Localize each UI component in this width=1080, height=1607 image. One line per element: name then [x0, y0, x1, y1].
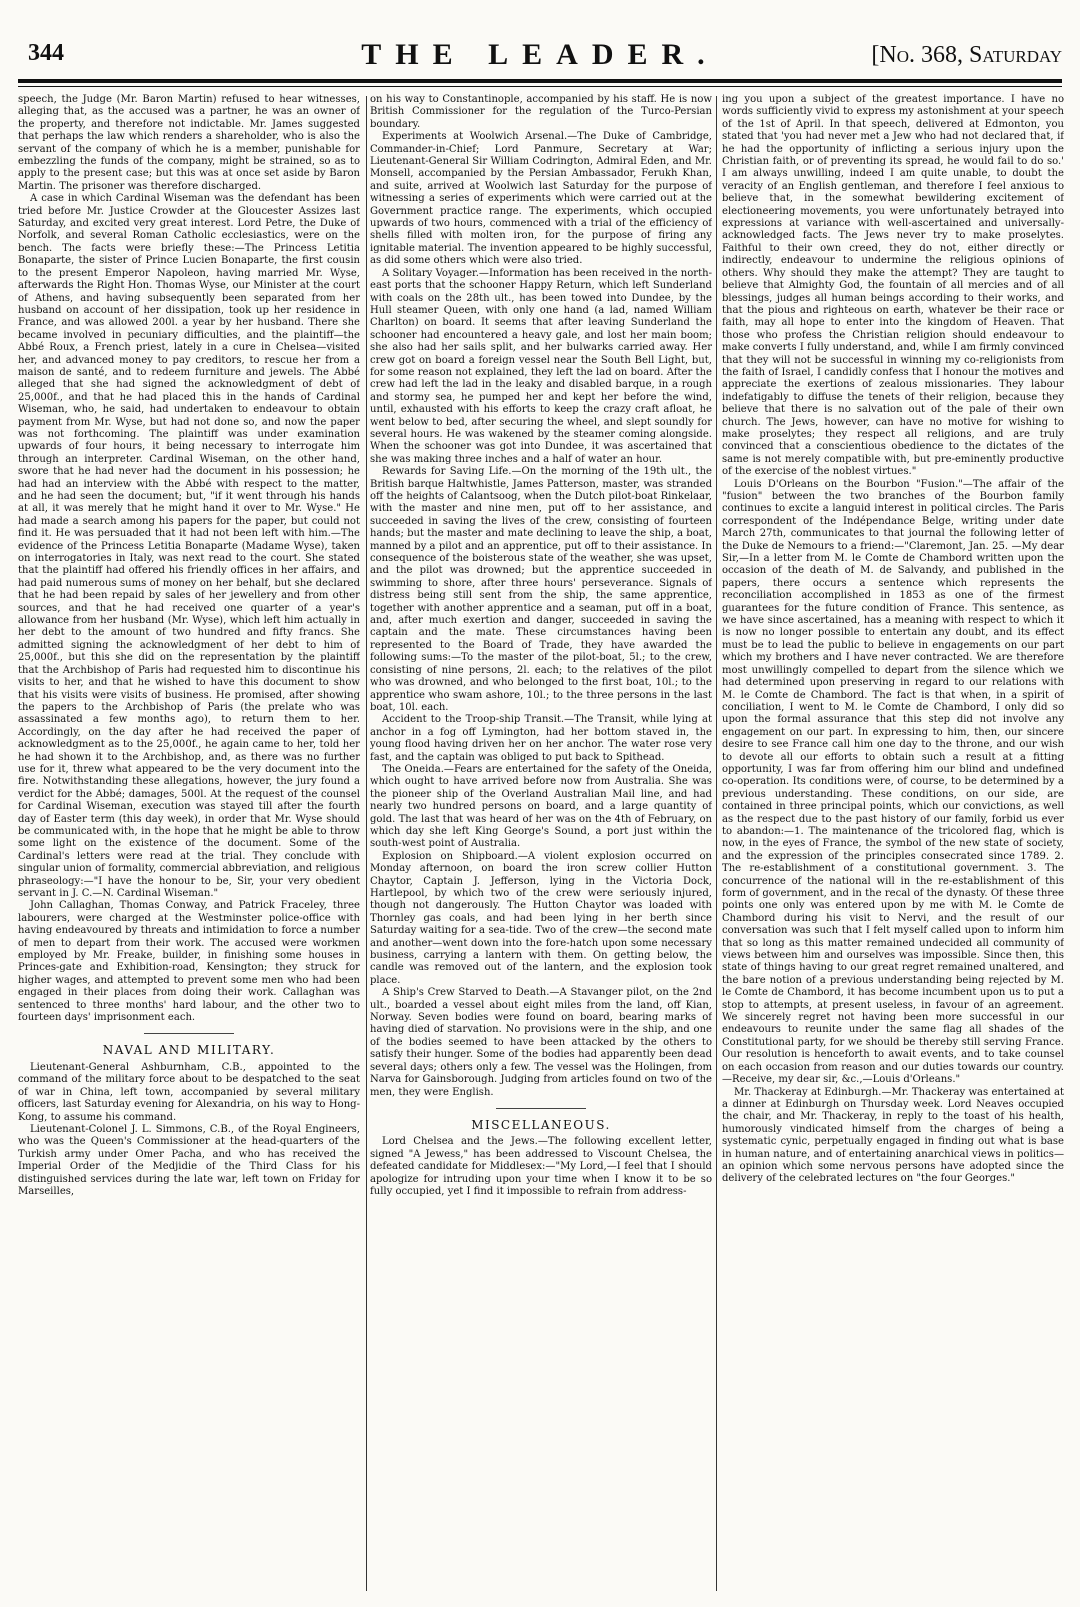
- section-rule-misc: [496, 1108, 586, 1109]
- article-lord-chelsea-jews: Lord Chelsea and the Jews.—The following excellent letter, signed "A Jewess," has been addressed to Viscount Chelsea, the defeated candidate for Middlesex:—"My Lord,—I feel that I should apologize for intruding upon your time when I know it to be so fully occupied, yet I find it impossible to refrain from address-: [370, 1136, 712, 1197]
- article-labourers-charged: John Callaghan, Thomas Conway, and Patrick Fraceley, three labourers, were charged at the Westminster police-office with having endeavoured by threats and intimidation to force a number of men to depart from their work. The accused were workmen employed by Mr. Freake, builder, in finishing some houses in Princes-gate and Exhibition-road, Kensington; they struck for higher wages, and attempted to prevent some men who had been engaged in their places from doing their work. Callaghan was sentenced to three months' hard labour, and the other two to fourteen days' imprisonment each.: [18, 900, 360, 1024]
- column-left: [18, 94, 360, 1594]
- header-rule-thin: [18, 86, 1062, 87]
- column-divider-right: [716, 96, 717, 1591]
- column-divider-left: [366, 96, 367, 1591]
- article-explosion-shipboard: Explosion on Shipboard.—A violent explosion occurred on Monday afternoon, on board the iron screw collier Hutton Chaytor, Captain J. Jefferson, lying in the Victoria Dock, Hartlepool, by which two of the crew were seriously injured, though not dangerously. The Hutton Chaytor was loaded with Thornley gas coals, and had been lying in her berth since Saturday waiting for a sea-tide. Two of the crew—the second mate and another—went down into the fore-hatch upon some necessary business, carrying a lantern with them. On getting below, the candle was removed out of the lantern, and the explosion took place.: [370, 850, 712, 986]
- article-troop-ship-transit: Accident to the Troop-ship Transit.—The Transit, while lying at anchor in a fog off Lymington, had her bottom staved in, the young flood having driven her on her anchor. The water rose very fast, and the captain was obliged to put back to Spithead.: [370, 714, 712, 763]
- section-heading-miscellaneous: MISCELLANEOUS.: [471, 1117, 611, 1132]
- article-oneida: The Oneida.—Fears are entertained for the safety of the Oneida, which ought to have arrived before now from Australia. She was the pioneer ship of the Overland Australian Mail line, and had nearly two hundred persons on board, and a large quantity of gold. The last that was heard of her was on the 4th of February, on which day she left King George's Sound, a port just within the south-west point of Australia.: [370, 763, 712, 850]
- section-heading-naval-military: NAVAL AND MILITARY.: [102, 1043, 276, 1058]
- article-orleans-fusion: Louis D'Orleans on the Bourbon "Fusion."—The affair of the "fusion" between the two branches of the Bourbon family continues to excite a languid interest in political circles. The Paris correspondent of the Indépendance Belge, writing under date March 27th, communicates to that journal the following letter of the Duke de Nemours to a friend:—"Claremont, Jan. 25. —My dear Sir,—In a letter from M. le Comte de Chambord written upon the occasion of the death of M. de Salvandy, and published in the papers, there occurs a sentence which represents the reconciliation accomplished in 1853 as one of the firmest guarantees for the future condition of France. This sentence, as we have since ascertained, has a meaning with respect to which it is now no longer possible to entertain any doubt, and its effect must be to lead the public to believe in engagements on our part which my brothers and I have never contracted. We are therefore most unwillingly compelled to depart from the silence which we had determined upon preserving in regard to our relations with M. le Comte de Chambord. The fact is that when, in a spirit of conciliation, I went to M. le Comte de Chambord, I only did so upon the formal assurance that this step did not involve any engagement on our part. In expressing to him, then, our sincere desire to see France call him one day to the throne, and our wish to devote all our efforts to obtain such a result at a fitting opportunity, I was far from offering him our blind and undefined co-operation. Its conditions were, of course, to be determined by a previous understanding. These conditions, on our side, are contained in three principal points, which our convictions, as well as the respect due to the past history of our family, forbid us ever to abandon:—1. The maintenance of the tricolored flag, which is now, in the eyes of France, the symbol of the new state of society, and the expression of the principles consecrated since 1789. 2. The re-establishment of a constitutional government. 3. The concurrence of the national will in the re-establishment of this form of government, and in the recal of the dynasty. Of these three points one only was entered upon by me with M. le Comte de Chambord during his visit to Nervi, and the result of our conversation was such that I felt myself called upon to inform him that so long as this matter remained undecided all community of views between him and ourselves was impossible. Since then, this state of things having to our great regret remained unaltered, and the bare notion of a previous understanding being rejected by M. le Comte de Chambord, it has become incumbent upon us to put a stop to attempts, at present useless, in favour of an agreement. We sincerely regret not having been more successful in our endeavours to reunite under the same flag all shades of the Constitutional party, for we should be thereby still serving France. Our resolution is henceforth to await events, and to take counsel on each occasion from reason and our duties towards our country.—Receive, my dear sir, &c.,—Louis d'Orleans.": [722, 478, 1064, 1086]
- article-crew-starved: A Ship's Crew Starved to Death.—A Stavanger pilot, on the 2nd ult., boarded a vessel about eight miles from the land, off Kian, Norway. Seven bodies were found on board, bearing marks of having died of starvation. No provisions were in the ship, and one of the bodies seemed to have been attacked by the others to satisfy their hunger. Some of the bodies had apparently been dead several days; others only a few. The vessel was the Holingen, from Narva for Gainsborough. Judging from articles found on two of the men, they were English.: [370, 987, 712, 1098]
- column-middle: [370, 94, 712, 1594]
- section-rule: [144, 1033, 234, 1034]
- article-simmons-cont: on his way to Constantinople, accompanied by his staff. He is now British Commissioner for the regulation of the Turco-Persian boundary.: [370, 94, 712, 130]
- article-ashburnham: Lieutenant-General Ashburnham, C.B., appointed to the command of the military force about to be despatched to the seat of war in China, left town, accompanied by several military officers, last Saturday evening for Alexandria, on his way to Hong-Kong, to assume his command.: [18, 1061, 360, 1123]
- article-jewess-letter-cont: ing you upon a subject of the greatest importance. I have no words sufficiently vivid to express my astonishment at your speech of the 1st of April. In that speech, delivered at Edmonton, you stated that 'you had never met a Jew who had not declared that, if he had the opportunity of inflicting a serious injury upon the Christian faith, or of preventing its spread, he would fail to do so.' I am always unwilling, indeed I am quite unable, to doubt the veracity of an English gentleman, and therefore I feel anxious to believe that, in the somewhat bewildering excitement of electioneering movements, you were unfortunately betrayed into expressions at variance with well-ascertained and universally-acknowledged facts. The Jews never try to make proselytes. Faithful to their own creed, they do not, either directly or indirectly, endeavour to undermine the religious opinions of others. Why should they make the attempt? They are taught to believe that Almighty God, the fountain of all mercies and of all blessings, judges all human beings according to their works, and that the pious and righteous on earth, whatever be their race or faith, may all hope to enter into the kingdom of Heaven. That those who profess the Christian religion should endeavour to make converts I fully understand, and, while I am firmly convinced that they will not be successful in winning my co-religionists from the faith of Israel, I candidly confess that I honour the motives and appreciate the exertions of zealous missionaries. They labour indefatigably to diffuse the tenets of their religion, because they believe that there is no salvation out of the pale of their own church. The Jews, however, can have no motive for wishing to make proselytes; they respect all religions, and are truly convinced that a conscientious obedience to the dictates of the same is not merely compatible with, but pre-eminently productive of the exercise of the noblest virtues.": [722, 94, 1064, 478]
- article-baron-martin-cont: speech, the Judge (Mr. Baron Martin) refused to hear witnesses, alleging that, as the accused was a partner, he was an owner of the property, and therefore not indictable. Mr. James suggested that perhaps the law which renders a shareholder, who is also the servant of the company of which he is a member, punishable for embezzling the funds of the company, might be strained, so as to apply to the present case; but this was at once set aside by Baron Martin. The prisoner was therefore discharged.: [18, 94, 360, 192]
- article-cardinal-wiseman-case: A case in which Cardinal Wiseman was the defendant has been tried before Mr. Justice Crowder at the Gloucester Assizes last Saturday, and excited very great interest. Lord Petre, the Duke of Norfolk, and several Roman Catholic ecclesiastics, were on the bench. The facts were briefly these:—The Princess Letitia Bonaparte, the sister of Prince Lucien Bonaparte, the first cousin to the present Emperor Napoleon, having married Mr. Wyse, afterwards the Right Hon. Thomas Wyse, our Minister at the court of Athens, and having subsequently been separated from her husband on account of her dissipation, took up her residence in France, and was allowed 200l. a year by her husband. There she became involved in pecuniary difficulties, and the plaintiff—the Abbé Roux, a French priest, lately in a cure in Chelsea—visited her, and advanced money to pay creditors, to rescue her from a maison de santé, and to redeem furniture and jewels. The Abbé alleged that she had signed the acknowledgment of debt of 25,000f., and that he had placed this in the hands of Cardinal Wiseman, who, he said, had undertaken to endeavour to obtain payment from Mr. Wyse, but had not done so, and now the paper was not forthcoming. The plaintiff was under examination upwards of four hours, it being necessary to interrogate him through an interpreter. Cardinal Wiseman, on the other hand, swore that he had never had the document in his possession; he had had an interview with the Abbé with respect to the matter, and he had seen the document; but, "if it went through his hands at all, it was merely that he might hand it over to Mr. Wyse." He had made a search among his papers for the paper, but could not find it. He was persuaded that it had not been left with him.—The evidence of the Princess Letitia Bonaparte (Madame Wyse), taken on interrogatories in Italy, was next read to the court. She stated that the plaintiff had offered his friendly offices in her affairs, and had paid numerous sums of money on her behalf, but she declared that he had been repaid by sales of her jewellery and from other sources, and that he had received one quarter of a year's allowance from her husband (Mr. Wyse), which left him actually in her debt to the amount of two hundred and fifty francs. She admitted signing the acknowledgment of her debt to him of 25,000f., but this she did on the representation by the plaintiff that the Archbishop of Paris had requested him to discontinue his visits to her, and that he wished to have this document to show that his visits were visits of business. He promised, after showing the papers to the Archbishop of Paris (the prelate who was assassinated a few months ago), to return them to her. Accordingly, on the day after he had received the paper of acknowledgment as to the 25,000f., he again came to her, told her he had shown it to the Archbishop, and, as there was no further use for it, threw what appeared to be the very document into the fire. Notwithstanding these allegations, however, the jury found a verdict for the Abbé; damages, 500l. At the request of the counsel for Cardinal Wiseman, execution was stayed till after the fourth day of Easter term (this day week), in order that Mr. Wyse should be communicated with, in the hope that he might be able to throw some light on the existence of the document. Some of the Cardinal's letters were read at the trial. They conclude with singular union of formality, commercial abbreviation, and religious phraseology:—"I have the honour to be, Sir, your very obedient servant in J. C.—N. Cardinal Wiseman.": [18, 193, 360, 899]
- page-number: 344: [28, 40, 64, 66]
- article-thackeray-edinburgh: Mr. Thackeray at Edinburgh.—Mr. Thackeray was entertained at a dinner at Edinburgh on Thursday week. Lord Neaves occupied the chair, and Mr. Thackeray, in reply to the toast of his health, humorously vindicated himself from the charges of being a systematic cynic, perpetually engaged in finding out what is base in human nature, and of entertaining anarchical views in politics—an opinion which some nervous persons have adopted since the delivery of the celebrated lectures on "the four Georges.": [722, 1086, 1064, 1185]
- column-right: [722, 94, 1064, 1594]
- article-woolwich-experiments: Experiments at Woolwich Arsenal.—The Duke of Cambridge, Commander-in-Chief; Lord Panmure, Secretary at War; Lieutenant-General Sir William Codrington, Admiral Eden, and Mr. Monsell, accompanied by the Persian Ambassador, Ferukh Khan, and suite, arrived at Woolwich last Saturday for the purpose of witnessing a series of experiments which were carried out at the Government practice range. The experiments, which occupied upwards of two hours, commenced with a trial of the efficiency of shells filled with molten iron, for the purpose of firing any ignitable material. The invention appeared to be highly successful, as did some others which were also tried.: [370, 131, 712, 267]
- article-simmons: Lieutenant-Colonel J. L. Simmons, C.B., of the Royal Engineers, who was the Queen's Commissioner at the head-quarters of the Turkish army under Omer Pacha, and who has received the Imperial Order of the Medjidie of the Third Class for his distinguished services during the late war, left town on Friday for Marseilles,: [18, 1123, 360, 1197]
- issue-info: [No. 368, Saturday: [871, 42, 1062, 68]
- article-solitary-voyager: A Solitary Voyager.—Information has been received in the north-east ports that the schooner Happy Return, which left Sunderland with coals on the 28th ult., has been towed into Dundee, by the Hull steamer Queen, with only one hand (a lad, named William Charlton) on board. It seems that after leaving Sunderland the schooner had encountered a heavy gale, and lost her main boom; she also had her sails split, and her bulwarks carried away. Her crew got on board a foreign vessel near the South Bell Light, but, for some reason not explained, they left the lad on board. After the crew had left the lad in the leaky and disabled barque, in a rough and stormy sea, he pumped her and kept her before the wind, until, exhausted with his efforts to keep the crazy craft afloat, he went below to bed, after securing the wheel, and slept soundly for several hours. He was wakened by the steamer coming alongside. When the schooner was got into Dundee, it was ascertained that she was making three inches and a half of water an hour.: [370, 267, 712, 465]
- page-header: [18, 40, 1062, 70]
- article-rewards-saving-life: Rewards for Saving Life.—On the morning of the 19th ult., the British barque Haltwhistle, James Patterson, master, was stranded off the heights of Calantsoog, when the Dutch pilot-boat Rinkelaar, with the master and nine men, put off to her assistance, and succeeded in saving the lives of the crew, consisting of fourteen hands; but the master and mate declining to leave the ship, a boat, manned by a pilot and an apprentice, put off to their assistance. In consequence of the boisterous state of the weather, she was upset, and the pilot was drowned; but the apprentice succeeded in swimming to shore, after three hours' perseverance. Signals of distress being still sent from the ship, the same apprentice, together with another apprentice and a seaman, put off in a boat, and, after much exertion and danger, succeeded in saving the captain and the mate. These circumstances having been represented to the Board of Trade, they have awarded the following sums:—To the master of the pilot-boat, 5l.; to the crew, consisting of nine persons, 2l. each; to the relatives of the pilot who was drowned, and who belonged to the first boat, 10l.; to the apprentice who swam ashore, 10l.; to the three persons in the last boat, 10l. each.: [370, 466, 712, 713]
- masthead-title: THE LEADER.: [361, 38, 719, 71]
- header-rule-thick: [18, 79, 1062, 83]
